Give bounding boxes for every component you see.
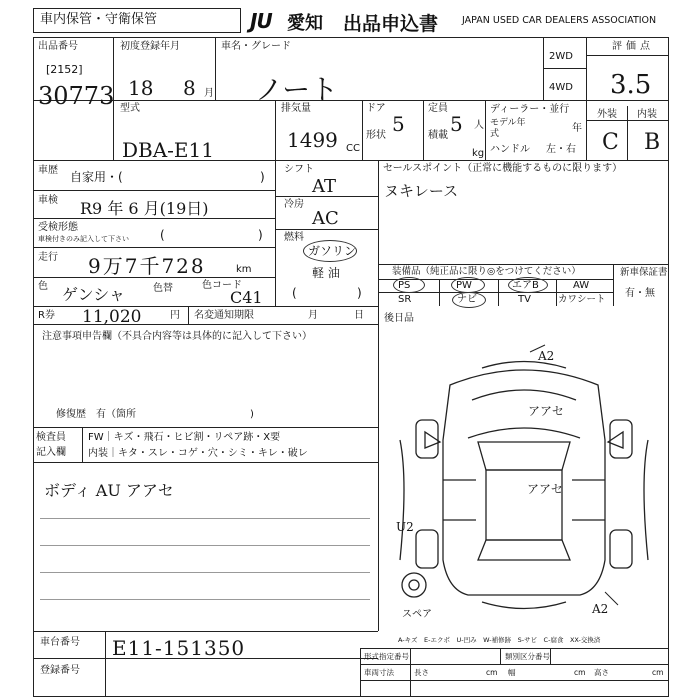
drive-2wd: 2WD: [549, 51, 573, 62]
navi-circle: [452, 292, 486, 308]
color-code-label: 色コード: [202, 280, 242, 291]
color-value: ゲンシャ: [62, 285, 125, 304]
damage-legend: A-キズ E-エクボ U-凹み W-補修跡 S-サビ C-腐食 XX-交換済: [398, 636, 601, 644]
notes-label: 注意事項申告欄（不具合内容等は具体的に記入して下さい）: [42, 331, 312, 342]
equip-airbag: エアB: [512, 280, 539, 291]
first-registration-label: 初度登録年月: [120, 41, 180, 52]
receipt-label: 受検形態: [38, 222, 78, 233]
shift-label: シフト: [284, 164, 314, 175]
warranty-value: 有・無: [625, 288, 655, 299]
vehicle-size-label: 車両寸法: [364, 668, 394, 677]
aircon-label: 冷房: [284, 199, 304, 210]
load-label: 積載: [428, 130, 448, 141]
displacement-label: 排気量: [281, 103, 311, 114]
overall-grade: 3.5: [610, 70, 652, 100]
checker-label: 検査員: [36, 432, 66, 443]
height-label: 高さ: [594, 668, 609, 677]
recycle-label: R券: [38, 310, 55, 321]
seats-unit: 人: [474, 120, 484, 131]
inspection-date: R9 年 6 月(19日): [80, 199, 209, 218]
yen-unit: 円: [170, 310, 180, 321]
form-title: 出品申込書: [343, 13, 439, 35]
inspection-label: 車検: [38, 195, 58, 206]
equip-sr: SR: [398, 294, 412, 305]
fuel-circle: [303, 240, 357, 262]
aircon-value: AC: [312, 208, 339, 229]
km-unit: km: [236, 264, 252, 275]
sales-point-value: ヌキレース: [384, 182, 459, 200]
chassis-label: 車台番号: [40, 637, 80, 648]
repair-history-label: 修復歴 有（箇所: [56, 409, 136, 420]
shift-value: AT: [312, 176, 337, 197]
height-unit: cm: [652, 668, 664, 677]
history-label: 車歴: [38, 165, 58, 176]
equip-pw: PW: [456, 280, 472, 291]
ju-logo: JU: [250, 9, 272, 33]
length-label: 長さ: [414, 668, 429, 677]
mark-rear-a2: A2: [592, 602, 609, 616]
storage-title: 車内保管・守衛保管: [40, 12, 158, 27]
model-year-label: モデル年式: [490, 118, 526, 139]
color-change-label: 色替: [153, 283, 173, 294]
dealer-parallel: ディーラー・並行: [490, 104, 570, 115]
deadline-month: 月: [308, 310, 318, 321]
registration-year: 18: [128, 76, 154, 100]
color-label: 色: [38, 281, 48, 292]
width-label: 幅: [508, 668, 516, 677]
equip-seat: カワシート: [558, 294, 606, 305]
receipt-paren-open: (: [160, 228, 165, 242]
repair-close: ): [250, 409, 254, 420]
model-year-unit: 年: [572, 123, 582, 134]
model-code-label: 型式: [120, 103, 140, 114]
doors-label: ドア: [366, 103, 386, 114]
lot-number-label: 出品番号: [38, 41, 78, 52]
mark-roof: アアセ: [527, 482, 563, 496]
mileage-label: 走行: [38, 252, 58, 263]
handle-value: 左・右: [546, 144, 576, 155]
registration-number-label: 登録番号: [40, 665, 80, 676]
warranty-label: 新車保証書: [620, 267, 668, 278]
airbag-circle: [508, 277, 548, 293]
fuel-diesel: 軽 油: [312, 266, 340, 280]
drive-4wd: 4WD: [549, 82, 573, 93]
history-value: 自家用・(: [70, 170, 123, 184]
lot-small-number: [2152]: [46, 63, 83, 76]
interior-row: 内装｜キタ・スレ・コゲ・穴・シミ・キレ・破レ: [88, 448, 308, 459]
fuel-paren-open: (: [292, 286, 297, 300]
deadline-day: 日: [354, 310, 364, 321]
length-unit: cm: [486, 668, 498, 677]
load-unit: kg: [472, 148, 485, 159]
shape-label: 形状: [366, 130, 386, 141]
fuel-paren-close: ): [357, 286, 362, 300]
aichi-logo-text: 愛知: [287, 13, 323, 34]
model-code: DBA-E11: [122, 138, 214, 162]
sales-point-label: セールスポイント（正常に機能するものに限ります）: [383, 163, 623, 174]
equip-aw: AW: [573, 280, 590, 291]
chassis-number: E11-151350: [112, 636, 246, 660]
cert-number-label: 形式指定番号: [364, 652, 409, 661]
displacement: 1499: [287, 128, 338, 152]
color-code: C41: [230, 288, 263, 307]
car-damage-diagram: [380, 330, 668, 630]
fuel-gasoline: ガソリン: [308, 244, 357, 258]
registration-month: 8: [183, 76, 196, 100]
width-unit: cm: [574, 668, 586, 677]
equip-navi: ナビ: [457, 294, 477, 305]
fuel-label: 燃料: [284, 232, 304, 243]
equipment-label: 装備品（純正品に限り◎をつけてください）: [392, 266, 581, 277]
remarks-text: ボディ AU アアセ: [44, 481, 174, 500]
entry-label: 記入欄: [36, 447, 66, 458]
mark-side-u2: U2: [396, 520, 414, 534]
equip-tv: TV: [518, 294, 531, 305]
receipt-note: 車検付きのみ記入して下さい: [38, 235, 129, 243]
handle-label: ハンドル: [490, 144, 530, 155]
car-name-label: 車名・グレード: [221, 41, 291, 52]
equip-ps: PS: [398, 280, 411, 291]
exterior-grade: C: [602, 130, 619, 155]
history-close: ): [260, 170, 265, 184]
exterior-label: 外装: [597, 109, 617, 120]
pw-circle: [451, 277, 485, 293]
mileage-value: 9万7千728: [88, 254, 206, 278]
spare-label: スペア: [402, 609, 432, 620]
car-name: ノート: [255, 73, 339, 106]
mark-front-a2: A2: [538, 349, 555, 363]
interior-label: 内装: [637, 109, 657, 120]
name-change-deadline-label: 名変通知期限: [194, 310, 254, 321]
grade-label: 評価点: [612, 41, 654, 52]
seats-label: 定員: [428, 103, 448, 114]
mark-hood: アアセ: [528, 404, 564, 418]
doors-value: 5: [392, 112, 405, 136]
fw-row: FW｜キズ・飛石・ヒビ割・リペア跡・X要: [88, 432, 281, 443]
later-items-label: 後日品: [384, 313, 414, 324]
cc-unit: CC: [346, 143, 360, 154]
lot-number: 30773: [38, 82, 115, 110]
class-number-label: 類別区分番号: [505, 652, 550, 661]
receipt-paren-close: ): [258, 228, 263, 242]
ps-circle: [393, 277, 425, 293]
month-unit: 月: [204, 88, 214, 99]
interior-grade: B: [644, 130, 661, 155]
recycle-value: 11,020: [82, 307, 142, 327]
association-name: JAPAN USED CAR DEALERS ASSOCIATION: [462, 15, 657, 26]
seats-value: 5: [450, 112, 463, 136]
